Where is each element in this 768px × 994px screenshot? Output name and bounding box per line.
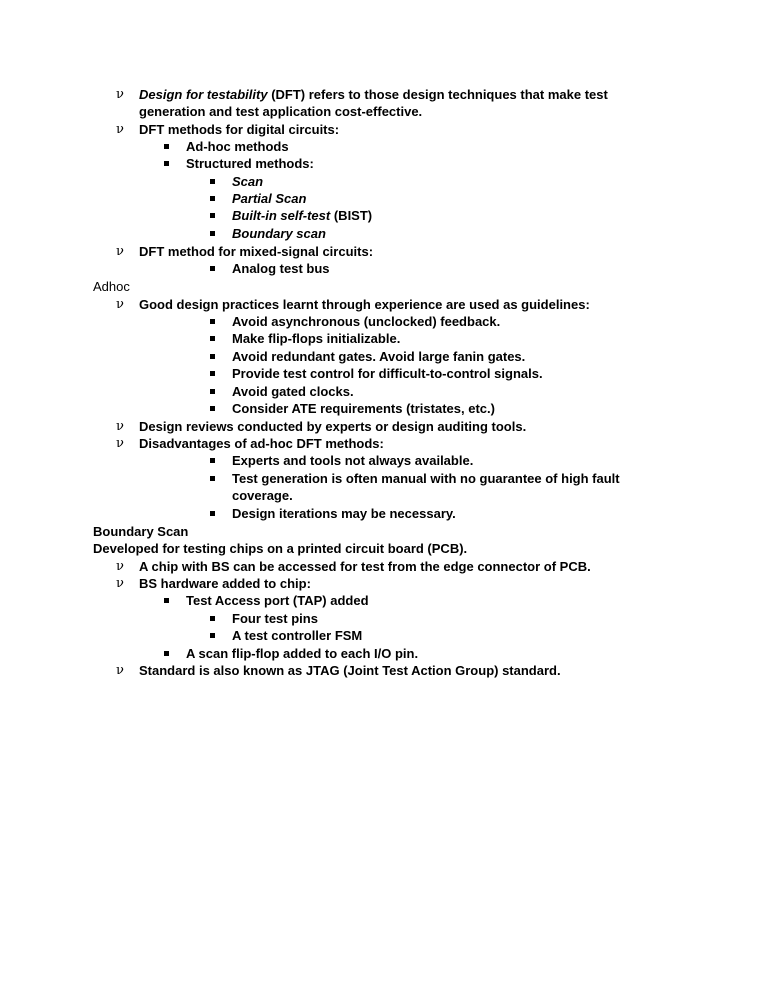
guideline-item: Avoid redundant gates. Avoid large fanin gates. (232, 349, 526, 364)
dft-digital-heading: DFT methods for digital circuits: (139, 122, 340, 137)
square-bullet (210, 336, 215, 341)
good-practices-line: Good design practices learnt through experience are used as guidelines: (139, 297, 590, 312)
guideline-item: Consider ATE requirements (tristates, etc.) (232, 401, 495, 416)
controller-item: A test controller FSM (232, 628, 363, 643)
guideline-item: Make flip-flops initializable. (232, 331, 401, 346)
square-bullet (210, 458, 215, 463)
square-bullet (210, 406, 215, 411)
square-bullet (164, 161, 169, 166)
boundary-scan-intro: Developed for testing chips on a printed circuit board (PCB). (93, 541, 468, 556)
square-bullet (210, 196, 215, 201)
adhoc-methods-item: Ad-hoc methods (186, 139, 289, 154)
dft-term: Design for testability (139, 87, 268, 102)
disadvantage-item: Experts and tools not always available. (232, 453, 474, 468)
partial-scan-item: Partial Scan (232, 191, 307, 206)
boundary-scan-heading: Boundary Scan (93, 524, 189, 539)
bs-hardware-heading: BS hardware added to chip: (139, 576, 311, 591)
v-bullet: ν (116, 419, 124, 434)
guideline-item: Avoid asynchronous (unclocked) feedback. (232, 314, 501, 329)
square-bullet (210, 266, 215, 271)
disadvantage-item: Design iterations may be necessary. (232, 506, 456, 521)
v-bullet: ν (116, 559, 124, 574)
square-bullet (210, 371, 215, 376)
dft-definition-line1 (139, 86, 608, 103)
square-bullet (210, 213, 215, 218)
v-bullet: ν (116, 576, 124, 591)
disadvantage-item-line1: Test generation is often manual with no guarantee of high fault (232, 471, 620, 486)
v-bullet: ν (116, 436, 124, 451)
design-reviews-line: Design reviews conducted by experts or design auditing tools. (139, 419, 527, 434)
square-bullet (164, 144, 169, 149)
analog-test-bus-item: Analog test bus (232, 261, 330, 276)
chip-access-line: A chip with BS can be accessed for test from the edge connector of PCB. (139, 559, 591, 574)
bist-item (232, 207, 372, 224)
square-bullet (164, 598, 169, 603)
dft-mixed-heading: DFT method for mixed-signal circuits: (139, 244, 374, 259)
jtag-standard-line: Standard is also known as JTAG (Joint Test Action Group) standard. (139, 663, 561, 678)
v-bullet: ν (116, 244, 124, 259)
guideline-item: Avoid gated clocks. (232, 384, 354, 399)
square-bullet (210, 389, 215, 394)
square-bullet (210, 179, 215, 184)
dft-definition-line2: generation and test application cost-effective. (139, 104, 423, 119)
square-bullet (210, 476, 215, 481)
square-bullet (210, 319, 215, 324)
structured-methods-item: Structured methods: (186, 156, 314, 171)
square-bullet (210, 231, 215, 236)
square-bullet (210, 633, 215, 638)
v-bullet: ν (116, 122, 124, 137)
scan-item: Scan (232, 174, 264, 189)
tap-item: Test Access port (TAP) added (186, 593, 369, 608)
boundary-scan-item: Boundary scan (232, 226, 326, 241)
square-bullet (210, 511, 215, 516)
v-bullet: ν (116, 663, 124, 678)
guideline-item: Provide test control for difficult-to-control signals. (232, 366, 543, 381)
adhoc-heading: Adhoc (93, 279, 130, 294)
disadvantages-heading: Disadvantages of ad-hoc DFT methods: (139, 436, 384, 451)
bist-abbrev: (BIST) (330, 208, 373, 223)
v-bullet: ν (116, 87, 124, 102)
disadvantage-item-line2: coverage. (232, 488, 293, 503)
dft-definition-rest: (DFT) refers to those design techniques that make test (267, 87, 608, 102)
v-bullet: ν (116, 297, 124, 312)
scan-ff-item: A scan flip-flop added to each I/O pin. (186, 646, 419, 661)
square-bullet (164, 651, 169, 656)
square-bullet (210, 354, 215, 359)
bist-term: Built-in self-test (232, 208, 331, 223)
square-bullet (210, 616, 215, 621)
four-pins-item: Four test pins (232, 611, 318, 626)
